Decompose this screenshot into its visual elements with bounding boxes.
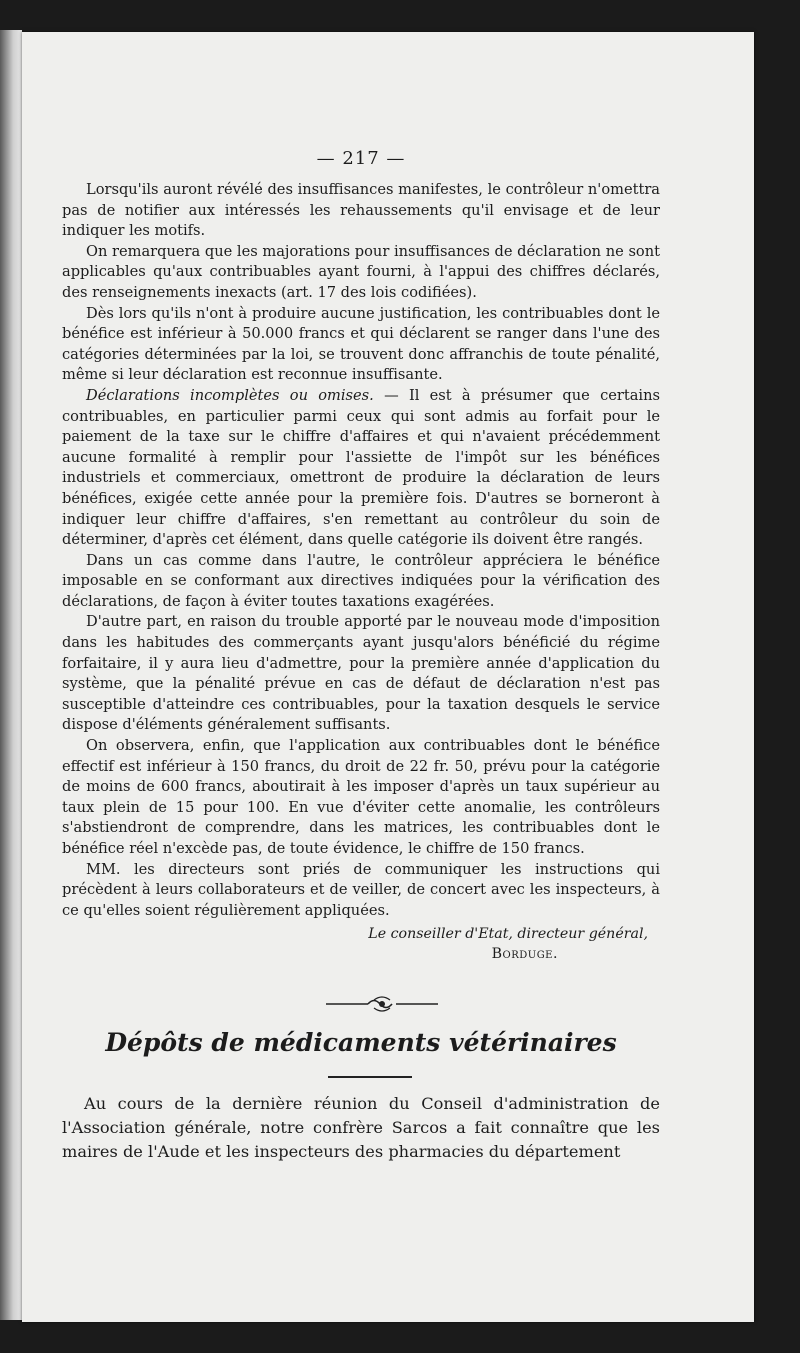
- signature-role: Le conseiller d'Etat, directeur général,: [368, 926, 648, 943]
- paragraph: On observera, enfin, que l'application aux contribuables dont le bénéfice effectif est inférieur à 150 francs, du droit de 22 fr. 50, prévu pour la catégorie de moins de 600 francs, aboutirait à les imposer d'après un taux supérieur au taux plein de 15 pour 100. En vue d'éviter cette anomalie, les contrôleurs s'abstiendront de comprendre, dans les matrices, les contribuables dont le bénéfice réel n'excède pas, de toute évidence, le chiffre de 150 francs.: [62, 737, 660, 857]
- adjacent-page-edge: [0, 30, 22, 1320]
- document-page: [22, 32, 754, 1322]
- title-underline: [328, 1076, 412, 1078]
- paragraph: Au cours de la dernière réunion du Conseil d'administration de l'Association générale, notre confrère Sarcos a fait connaître que les maires de l'Aude et les inspecteurs des pharmacies du département: [62, 1094, 660, 1161]
- paragraph: D'autre part, en raison du trouble apporté par le nouveau mode d'imposition dans les habitudes des commerçants ayant jusqu'alors bénéficié du régime forfaitaire, il y aura lieu d'admettre, pour la première année d'application du système, que la pénalité prévue en cas de défaut de déclaration n'est pas susceptible d'atteindre ces contribuables, pour la taxation desquels le service dispose d'éléments généralement suffisants.: [62, 613, 660, 734]
- paragraph: Lorsqu'ils auront révélé des insuffisances manifestes, le contrôleur n'omettra pas de notifier aux intéressés les rehaussements qu'il envisage et de leur indiquer les motifs.: [62, 181, 660, 240]
- paragraph: Dans un cas comme dans l'autre, le contrôleur appréciera le bénéfice imposable en se conformant aux directives indiquées pour la vérification des déclarations, de façon à éviter toutes taxations exagérées.: [62, 551, 660, 610]
- paragraph: Dès lors qu'ils n'ont à produire aucune justification, les contribuables dont le bénéfice est inférieur à 50.000 francs et qui déclarent se ranger dans l'une des catégories déterminées par la loi, se trouvent donc affranchis de toute pénalité, même si leur déclaration est reconnue insuffisante.: [62, 304, 660, 384]
- paragraph-body: — Il est à présumer que certains contribuables, en particulier parmi ceux qui sont admis au forfait pour le paiement de la taxe sur le chiffre d'affaires et qui n'avaient précédemment aucune formalité à remplir pour l'assiette de l'impôt sur les bénéfices industriels et commerciaux, omettront de produire la déclaration de leurs bénéfices, exigée cette année pour la première fois. D'autres se borneront à indiquer leur chiffre d'affaires, s'en remettant au contrôleur du soin de déterminer, d'après cet élément, dans quelle catégorie ils doivent être rangés.: [62, 386, 660, 549]
- signature-block: [62, 924, 660, 964]
- paragraph: MM. les directeurs sont priés de communiquer les instructions qui précèdent à leurs collaborateurs et de veiller, de concert avec les inspecteurs, à ce qu'elles soient régulièrement appliquées.: [62, 860, 660, 919]
- paragraph-heading: Déclarations incomplètes ou omises.: [86, 386, 374, 404]
- paragraph-incomplete-declarations: [62, 386, 660, 551]
- ornament-divider: [324, 994, 440, 1014]
- signature-name: Borduge.: [491, 946, 558, 963]
- paragraph: On remarquera que les majorations pour insuffisances de déclaration ne sont applicables qu'aux contribuables ayant fourni, à l'appui des chiffres déclarés, des renseignements inexacts (art. 17 des lois codifiées).: [62, 242, 660, 301]
- section-title: Dépôts de médicaments vétérinaires: [105, 1028, 617, 1057]
- circular-text: [62, 180, 660, 964]
- section-text: [62, 1092, 660, 1164]
- page-number: — 217 —: [316, 148, 406, 169]
